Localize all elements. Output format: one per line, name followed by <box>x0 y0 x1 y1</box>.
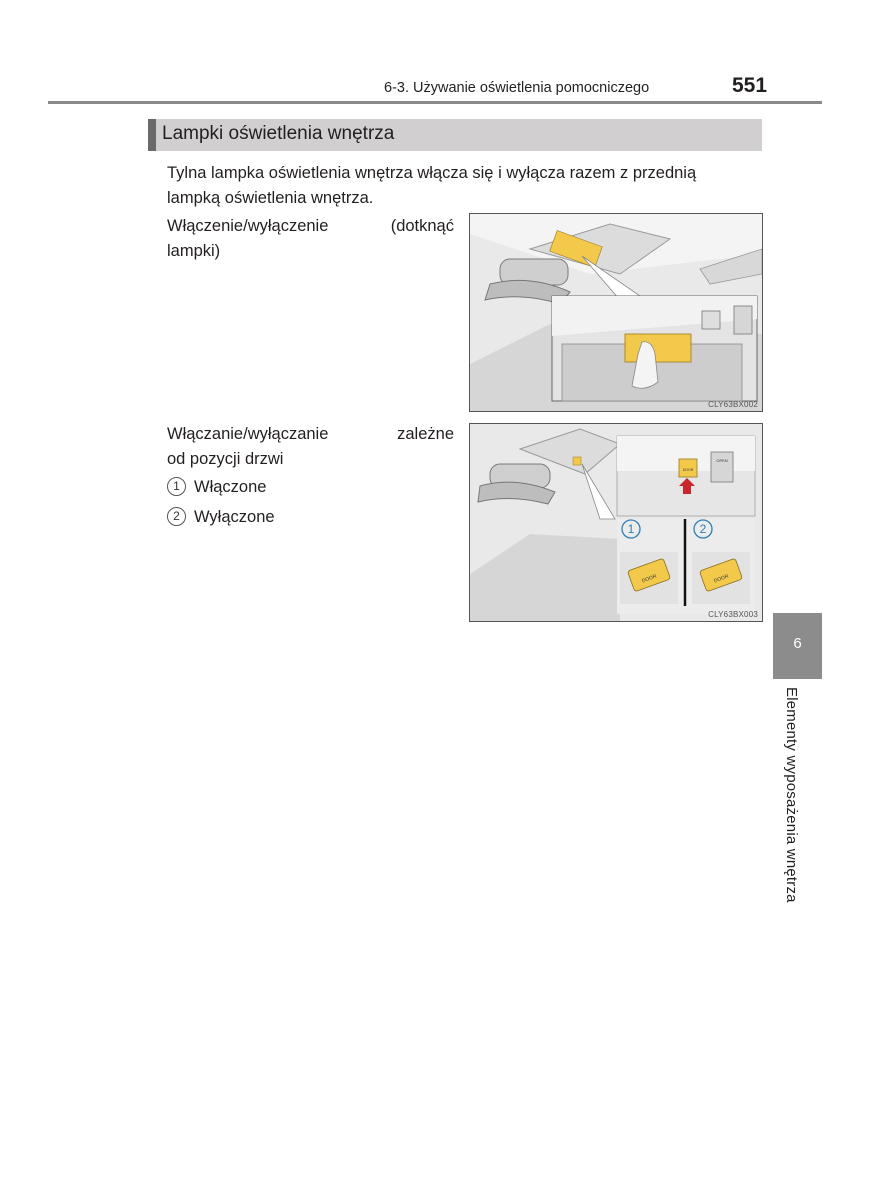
page-number: 551 <box>732 74 768 97</box>
figure-code: CLY63BX002 <box>708 400 758 409</box>
item2-line-2: od pozycji drzwi <box>167 450 284 468</box>
panel-2-number: 2 <box>699 522 707 536</box>
chapter-tab <box>773 613 822 679</box>
header-divider <box>48 101 822 104</box>
intro-line-1: Tylna lampka oświetlenia wnętrza włącza się i wyłącza razem z przednią <box>167 164 697 182</box>
chapter-number: 6 <box>793 635 802 652</box>
panel-1-number: 1 <box>627 522 635 536</box>
door-switch-on-label: DOOR <box>641 573 658 585</box>
touch-lamp-illustration <box>470 214 762 411</box>
option-number-1: 1 <box>167 477 186 496</box>
figure-code: CLY63BX003 <box>708 610 758 619</box>
open-switch-label: OPEN <box>716 458 728 463</box>
section-heading-marker <box>148 119 156 151</box>
door-switch-off-label: DOOR <box>713 573 730 585</box>
item1-line-1: Włączenie/wyłączenie (dotknąć <box>167 217 454 235</box>
chapter-label: Elementy wyposażenia wnętrza <box>783 687 800 903</box>
door-switch-illustration <box>470 424 762 621</box>
figure-touch-lamp <box>469 213 763 412</box>
option-off-label: Wyłączone <box>194 508 275 526</box>
item2-line-1: Włączanie/wyłączanie zależne <box>167 425 454 443</box>
section-heading-bar <box>148 119 762 151</box>
item1-line-2: lampki) <box>167 242 221 260</box>
section-title: Lampki oświetlenia wnętrza <box>162 123 395 144</box>
figure-door-switch <box>469 423 763 622</box>
option-on-label: Włączone <box>194 478 267 496</box>
option-off <box>167 505 275 530</box>
door-switch-zoom-label: DOOR <box>682 468 694 472</box>
option-number-2: 2 <box>167 507 186 526</box>
running-header: 6-3. Używanie oświetlenia pomocniczego <box>384 80 650 96</box>
intro-line-2: lampką oświetlenia wnętrza. <box>167 189 374 207</box>
option-on <box>167 475 266 500</box>
